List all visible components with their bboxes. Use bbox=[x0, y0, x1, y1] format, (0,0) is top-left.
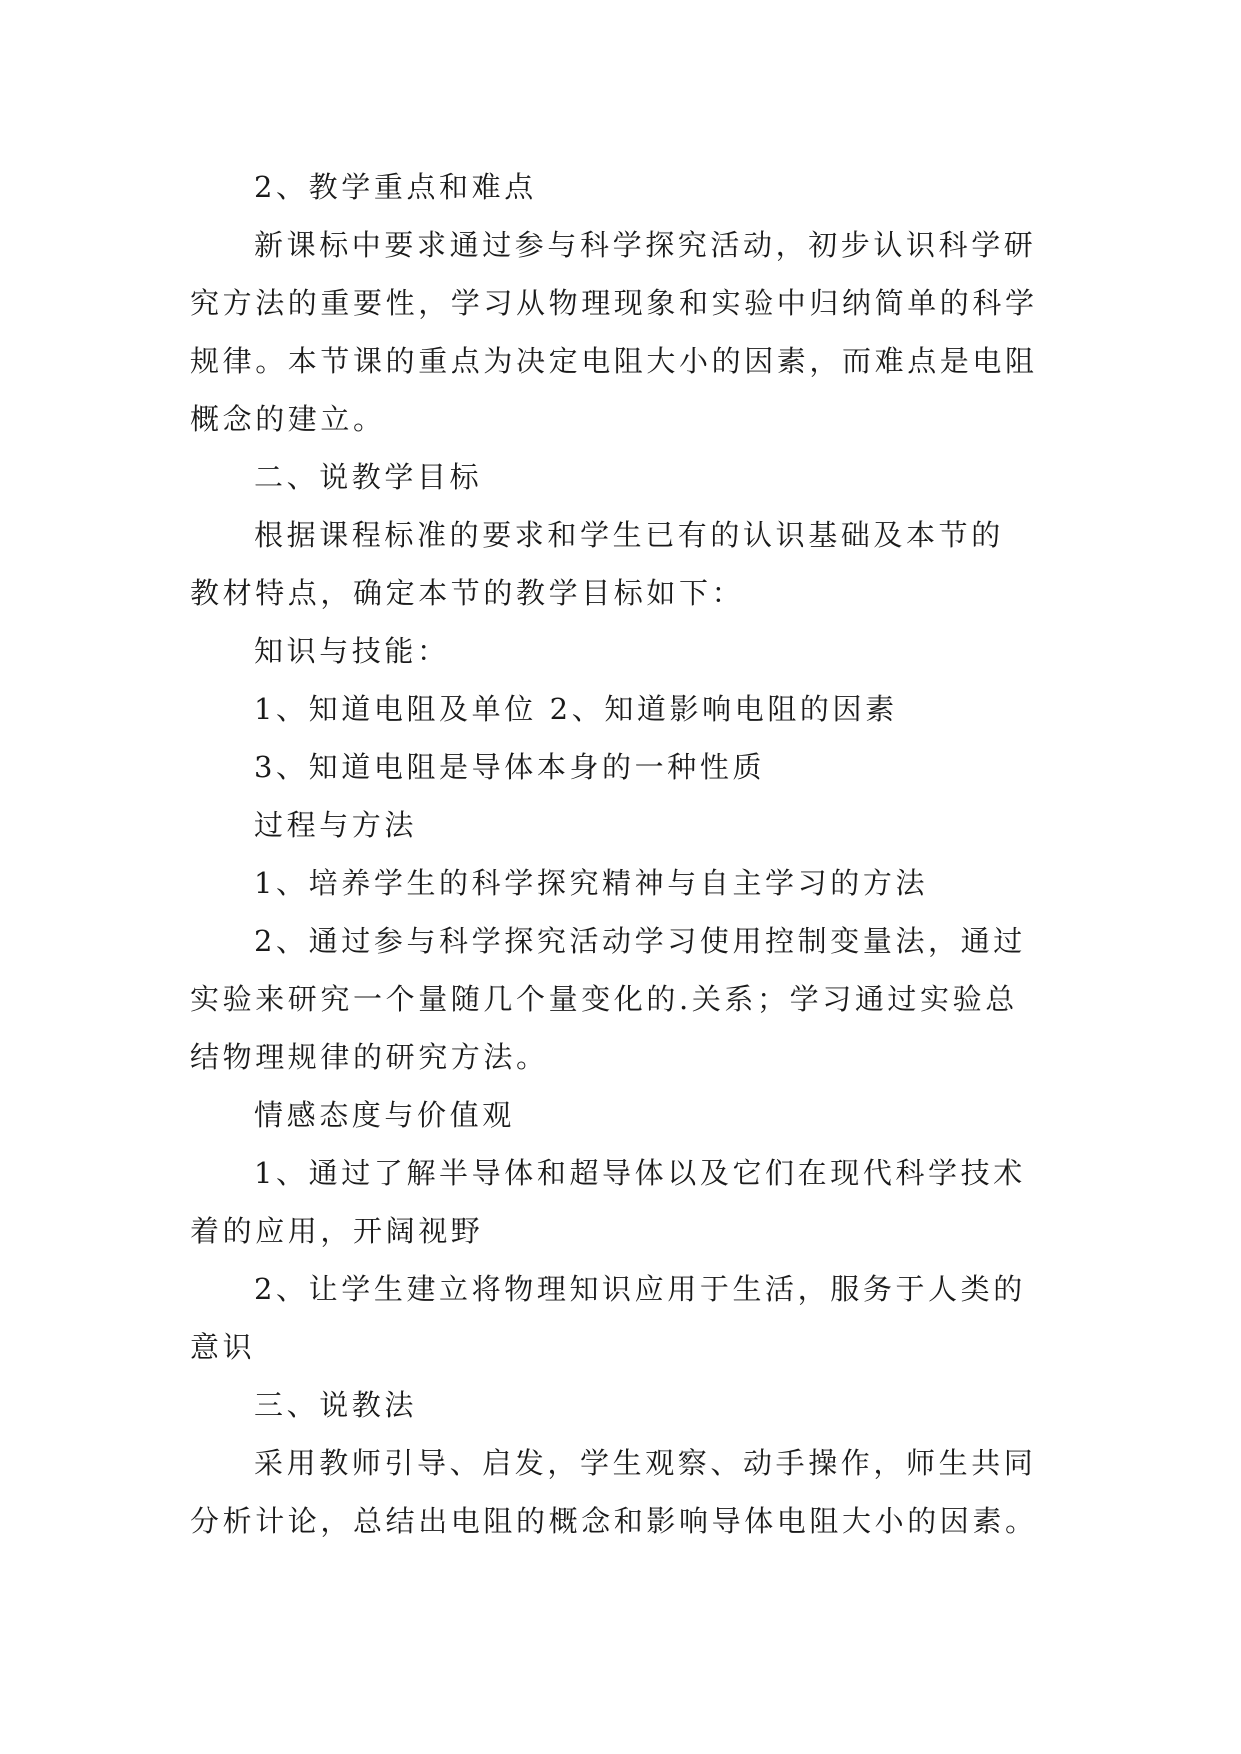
subheading-teaching-focus: 2、教学重点和难点 bbox=[254, 170, 537, 204]
paragraph-line: 采用教师引导、启发，学生观察、动手操作，师生共同 bbox=[254, 1446, 1037, 1480]
paragraph-line: 新课标中要求通过参与科学探究活动，初步认识科学研 bbox=[254, 228, 1037, 262]
paragraph-line: 分析计论，总结出电阻的概念和影响导体电阻大小的因素。 bbox=[190, 1504, 1038, 1538]
list-item: 1、通过了解半导体和超导体以及它们在现代科学技术 bbox=[254, 1156, 1026, 1190]
paragraph-line: 实验来研究一个量随几个量变化的.关系；学习通过实验总 bbox=[190, 982, 1018, 1016]
subheading-knowledge-skills: 知识与技能： bbox=[254, 634, 450, 668]
paragraph-line: 根据课程标准的要求和学生已有的认识基础及本节的 bbox=[254, 518, 1004, 552]
list-item: 2、通过参与科学探究活动学习使用控制变量法，通过 bbox=[254, 924, 1026, 958]
subheading-process-methods: 过程与方法 bbox=[254, 808, 418, 842]
list-item: 1、培养学生的科学探究精神与自主学习的方法 bbox=[254, 866, 929, 900]
section-heading-teaching-objectives: 二、说教学目标 bbox=[254, 460, 483, 494]
subheading-emotion-values: 情感态度与价值观 bbox=[254, 1098, 515, 1132]
paragraph-line: 究方法的重要性，学习从物理现象和实验中归纳简单的科学 bbox=[190, 286, 1038, 320]
section-heading-teaching-methods: 三、说教法 bbox=[254, 1388, 418, 1422]
list-item: 1、知道电阻及单位 2、知道影响电阻的因素 bbox=[254, 692, 898, 726]
paragraph-line: 概念的建立。 bbox=[190, 402, 386, 436]
list-item: 3、知道电阻是导体本身的一种性质 bbox=[254, 750, 766, 784]
document-body bbox=[190, 158, 1070, 1550]
paragraph-line: 教材特点，确定本节的教学目标如下： bbox=[190, 576, 745, 610]
paragraph-line: 结物理规律的研究方法。 bbox=[190, 1040, 549, 1074]
paragraph-line: 规律。本节课的重点为决定电阻大小的因素，而难点是电阻 bbox=[190, 344, 1038, 378]
paragraph-line: 意识 bbox=[190, 1330, 256, 1364]
list-item: 2、让学生建立将物理知识应用于生活，服务于人类的 bbox=[254, 1272, 1026, 1306]
paragraph-line: 着的应用，开阔视野 bbox=[190, 1214, 484, 1248]
